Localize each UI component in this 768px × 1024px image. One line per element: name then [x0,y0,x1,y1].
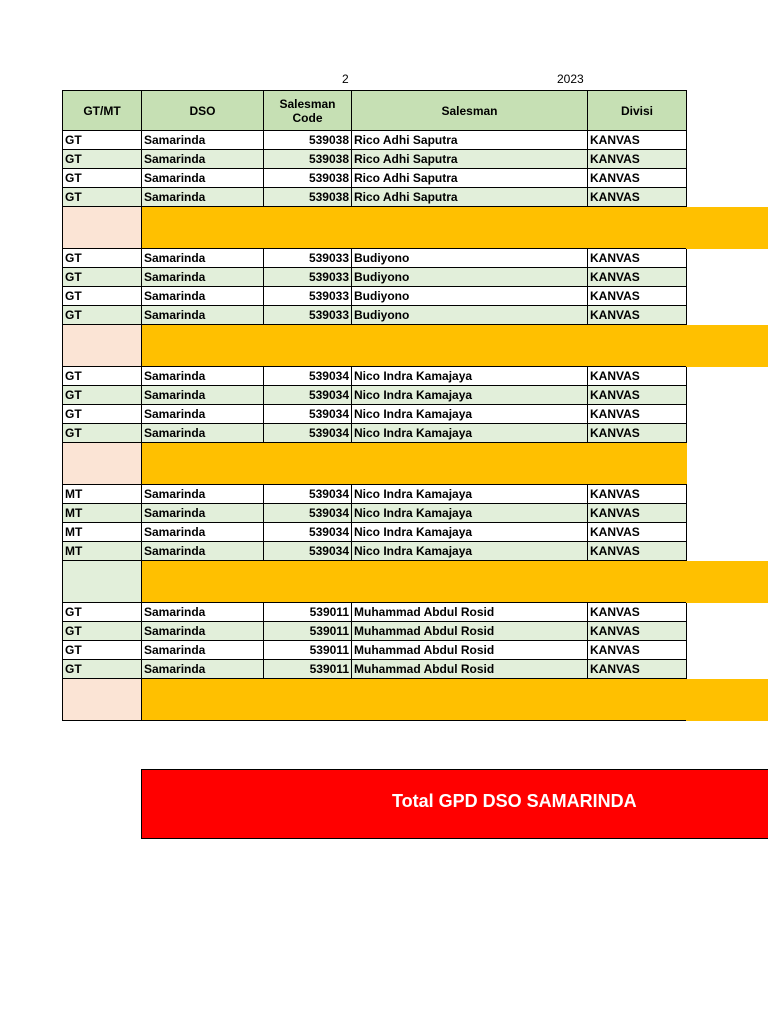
cell-divisi: KANVAS [588,306,687,325]
table-row [63,287,687,306]
cell-salesman: Muhammad Abdul Rosid [352,622,588,641]
cell-divisi: KANVAS [588,603,687,622]
cell-gtmt: GT [63,249,142,268]
cell-code: 539034 [264,424,352,443]
cell-divisi: KANVAS [588,249,687,268]
cell-gtmt: GT [63,424,142,443]
cell-divisi: KANVAS [588,169,687,188]
cell-dso: Samarinda [142,622,264,641]
sales-table [62,90,687,721]
cell-divisi: KANVAS [588,386,687,405]
cell-dso: Samarinda [142,150,264,169]
cell-salesman: Nico Indra Kamajaya [352,386,588,405]
cell-salesman: Muhammad Abdul Rosid [352,660,588,679]
cell-code: 539038 [264,131,352,150]
cell-dso: Samarinda [142,485,264,504]
header-salesman-code-line: Salesman [279,96,336,111]
cell-code: 539011 [264,603,352,622]
cell-dso: Samarinda [142,306,264,325]
subtotal-type-cell [63,207,142,249]
cell-salesman: Nico Indra Kamajaya [352,367,588,386]
cell-divisi: KANVAS [588,268,687,287]
subtotal-type-cell [63,561,142,603]
cell-gtmt: MT [63,542,142,561]
cell-gtmt: GT [63,660,142,679]
cell-salesman: Nico Indra Kamajaya [352,523,588,542]
table-row [63,169,687,188]
cell-code: 539011 [264,641,352,660]
cell-code: 539011 [264,622,352,641]
cell-code: 539038 [264,169,352,188]
table-row [63,249,687,268]
table-row [63,504,687,523]
subtotal-type-cell [63,679,142,721]
cell-divisi: KANVAS [588,131,687,150]
cell-gtmt: GT [63,150,142,169]
cell-code: 539033 [264,306,352,325]
table-row [63,523,687,542]
cell-dso: Samarinda [142,523,264,542]
cell-gtmt: GT [63,603,142,622]
cell-divisi: KANVAS [588,367,687,386]
cell-dso: Samarinda [142,405,264,424]
cell-salesman: Nico Indra Kamajaya [352,424,588,443]
cell-code: 539034 [264,542,352,561]
subtotal-value-cell [142,443,687,485]
cell-salesman: Budiyono [352,268,588,287]
table-row [63,268,687,287]
subtotal-row [63,679,687,721]
table-row [63,386,687,405]
cell-gtmt: GT [63,268,142,287]
header-salesman-code [264,91,352,131]
cell-divisi: KANVAS [588,287,687,306]
cell-code: 539034 [264,386,352,405]
cell-code: 539034 [264,405,352,424]
header-salesman: Salesman [352,91,588,131]
subtotal-type-cell [63,443,142,485]
table-row [63,188,687,207]
cell-divisi: KANVAS [588,424,687,443]
cell-code: 539034 [264,367,352,386]
cell-dso: Samarinda [142,660,264,679]
header-divisi: Divisi [588,91,687,131]
cell-divisi: KANVAS [588,542,687,561]
header-salesman-code-line: Code [292,110,323,125]
subtotal-extension [686,679,768,721]
table-row [63,131,687,150]
cell-dso: Samarinda [142,268,264,287]
month-value: 2 [342,72,349,86]
table-row [63,542,687,561]
cell-dso: Samarinda [142,603,264,622]
table-row [63,622,687,641]
cell-gtmt: GT [63,405,142,424]
cell-dso: Samarinda [142,249,264,268]
cell-gtmt: GT [63,367,142,386]
table-row [63,641,687,660]
subtotal-row [63,207,687,249]
cell-salesman: Rico Adhi Saputra [352,150,588,169]
cell-gtmt: MT [63,523,142,542]
cell-dso: Samarinda [142,287,264,306]
table-row [63,424,687,443]
cell-salesman: Budiyono [352,306,588,325]
cell-salesman: Nico Indra Kamajaya [352,542,588,561]
table-row [63,306,687,325]
subtotal-value-cell [142,207,687,249]
cell-dso: Samarinda [142,131,264,150]
cell-divisi: KANVAS [588,660,687,679]
cell-divisi: KANVAS [588,622,687,641]
cell-code: 539034 [264,504,352,523]
cell-dso: Samarinda [142,169,264,188]
cell-divisi: KANVAS [588,485,687,504]
cell-salesman: Nico Indra Kamajaya [352,504,588,523]
cell-dso: Samarinda [142,188,264,207]
cell-gtmt: GT [63,306,142,325]
header-gtmt: GT/MT [63,91,142,131]
cell-code: 539033 [264,268,352,287]
cell-code: 539033 [264,287,352,306]
table-body [63,131,687,721]
cell-code: 539038 [264,150,352,169]
cell-salesman: Rico Adhi Saputra [352,188,588,207]
cell-salesman: Nico Indra Kamajaya [352,485,588,504]
cell-divisi: KANVAS [588,188,687,207]
total-label: Total GPD DSO SAMARINDA [392,791,637,811]
subtotal-value-cell [142,679,687,721]
cell-gtmt: GT [63,169,142,188]
table-row [63,660,687,679]
table-row [63,405,687,424]
table-row [63,485,687,504]
header-dso: DSO [142,91,264,131]
cell-salesman: Budiyono [352,287,588,306]
table-row [63,367,687,386]
cell-salesman: Rico Adhi Saputra [352,169,588,188]
table-row [63,603,687,622]
cell-divisi: KANVAS [588,641,687,660]
cell-gtmt: GT [63,622,142,641]
subtotal-row [63,443,687,485]
subtotal-type-cell [63,325,142,367]
cell-gtmt: GT [63,386,142,405]
cell-dso: Samarinda [142,542,264,561]
cell-divisi: KANVAS [588,523,687,542]
cell-code: 539034 [264,485,352,504]
cell-code: 539038 [264,188,352,207]
cell-code: 539011 [264,660,352,679]
cell-divisi: KANVAS [588,405,687,424]
cell-code: 539034 [264,523,352,542]
cell-salesman: Budiyono [352,249,588,268]
subtotal-row [63,561,687,603]
cell-divisi: KANVAS [588,150,687,169]
cell-code: 539033 [264,249,352,268]
subtotal-value-cell [142,561,687,603]
subtotal-row [63,325,687,367]
cell-salesman: Muhammad Abdul Rosid [352,641,588,660]
cell-salesman: Rico Adhi Saputra [352,131,588,150]
cell-salesman: Muhammad Abdul Rosid [352,603,588,622]
subtotal-extension [686,207,768,249]
header-row [63,91,687,131]
cell-gtmt: GT [63,131,142,150]
cell-dso: Samarinda [142,424,264,443]
cell-gtmt: GT [63,641,142,660]
cell-gtmt: MT [63,504,142,523]
cell-dso: Samarinda [142,504,264,523]
cell-gtmt: GT [63,287,142,306]
subtotal-extension [686,561,768,603]
subtotal-extension [686,325,768,367]
cell-divisi: KANVAS [588,504,687,523]
year-value: 2023 [557,72,584,86]
cell-gtmt: GT [63,188,142,207]
table-row [63,150,687,169]
cell-gtmt: MT [63,485,142,504]
cell-dso: Samarinda [142,367,264,386]
cell-dso: Samarinda [142,386,264,405]
cell-salesman: Nico Indra Kamajaya [352,405,588,424]
subtotal-value-cell [142,325,687,367]
cell-dso: Samarinda [142,641,264,660]
